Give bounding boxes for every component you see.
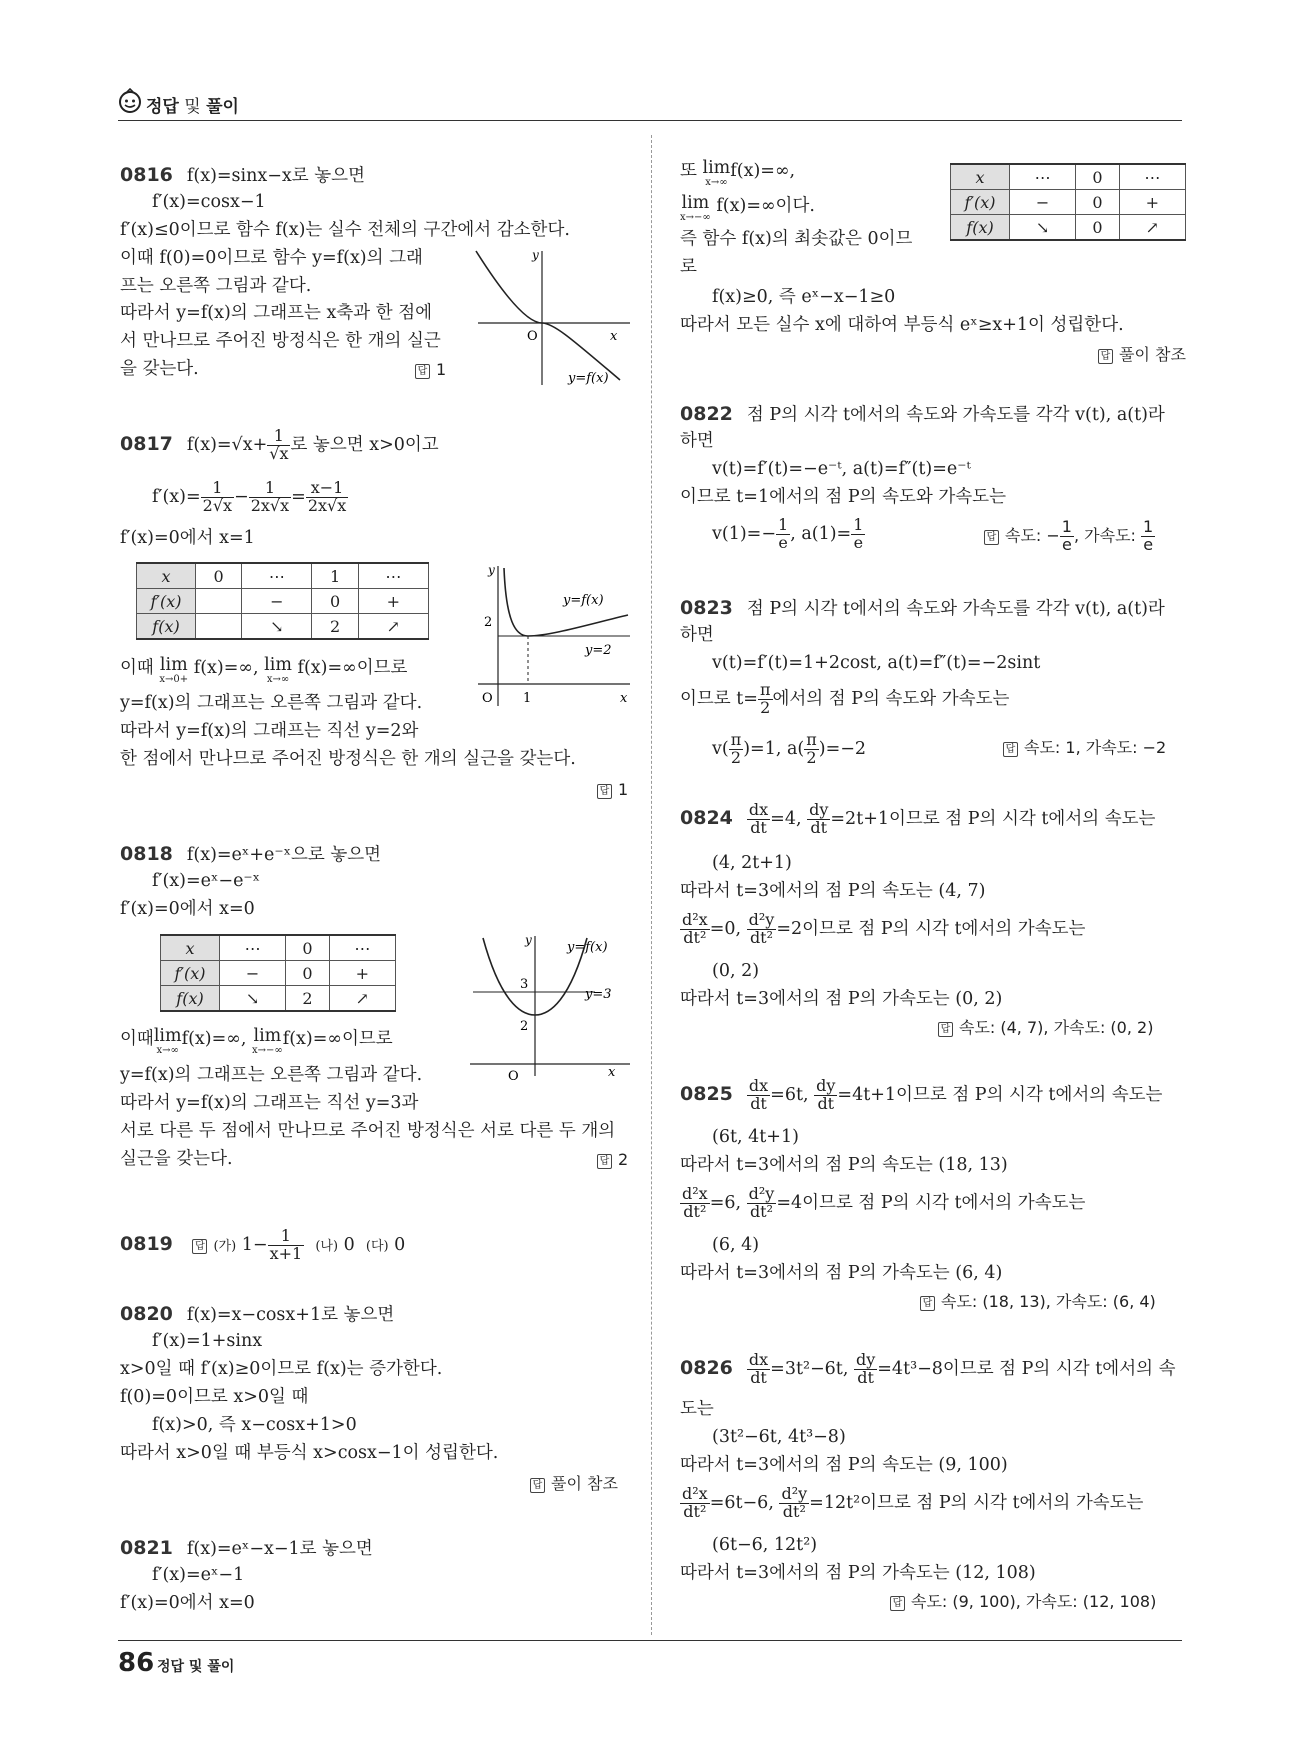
- answer: 답 풀이 참조: [1098, 345, 1186, 366]
- line: 로 놓으면 x>0이고: [290, 434, 439, 455]
- line: 따라서 y=f(x)의 그래프는 x축과 한 점에: [120, 303, 432, 323]
- line: (4, 2t+1): [712, 853, 792, 873]
- table-cell: −: [242, 589, 312, 614]
- table-cell: 0: [1076, 190, 1120, 215]
- line: 이므로 t=1에서의 점 P의 속도와 가속도는: [680, 487, 1006, 507]
- line: 따라서 모든 실수 x에 대하여 부등식 eˣ≥x+1이 성립한다.: [680, 315, 1124, 335]
- line: 따라서 t=3에서의 점 P의 가속도는 (0, 2): [680, 989, 1003, 1009]
- table-cell: ⋯: [1010, 164, 1076, 190]
- fraction: $\frac{1}{x+1}$: [269, 1226, 303, 1263]
- problem-number: 0822: [680, 403, 733, 425]
- fraction: $\frac{\text{d²y}}{\text{dt²}}$: [781, 1484, 808, 1521]
- origin-label: O: [508, 1069, 519, 1080]
- answer: 답 1: [597, 780, 628, 801]
- table-cell: f(x): [137, 614, 196, 640]
- line: f(x)=eˣ+e⁻ˣ으로 놓으면: [186, 845, 382, 865]
- table-cell: f(x): [951, 215, 1010, 241]
- table-cell: ⋯: [358, 563, 428, 589]
- table-cell: ↘: [220, 986, 286, 1012]
- line: 따라서 t=3에서의 점 P의 가속도는 (12, 108): [680, 1563, 1036, 1583]
- problem-number: 0824: [680, 806, 733, 829]
- line: (3t²−6t, 4t³−8): [712, 1427, 846, 1447]
- axis-label-x: x: [610, 329, 618, 344]
- line: 도는: [680, 1399, 714, 1419]
- line: 따라서 t=3에서의 점 P의 가속도는 (6, 4): [680, 1263, 1003, 1283]
- line: v(t)=f′(t)=1+2cost, a(t)=f″(t)=−2sint: [712, 653, 1041, 673]
- line: 따라서 t=3에서의 점 P의 속도는 (4, 7): [680, 881, 986, 901]
- table-cell: x: [161, 935, 220, 961]
- table-cell: +: [1119, 190, 1185, 215]
- problem-number: 0823: [680, 597, 733, 619]
- line: f′(x)=1+sinx: [152, 1331, 263, 1351]
- table-cell: [196, 614, 242, 640]
- table-cell: f′(x): [137, 589, 196, 614]
- table-cell: x: [951, 164, 1010, 190]
- line: y=f(x)의 그래프는 오른쪽 그림과 같다.: [120, 1065, 423, 1085]
- line: (6t−6, 12t²): [712, 1535, 818, 1555]
- fraction: $\frac{1}{2√x}$: [202, 478, 233, 515]
- problem-number: 0821: [120, 1537, 173, 1559]
- table-cell: [196, 589, 242, 614]
- line: 이때 f(0)=0이므로 함수 y=f(x)의 그래: [120, 248, 423, 268]
- axis-label-y: y: [532, 248, 539, 262]
- graph-0818: [465, 930, 640, 1080]
- table-cell: 0: [196, 563, 242, 589]
- table-cell: ↗: [329, 986, 395, 1012]
- table-cell: +: [358, 589, 428, 614]
- answer: 답: [192, 1235, 213, 1254]
- line: f′(x)=0에서 x=0: [120, 1593, 255, 1613]
- answer: 답 속도: − $\frac{1}{e}$ , 가속도: $\frac{1}{e}$: [984, 519, 1155, 554]
- line: f(x)=x−cosx+1로 놓으면: [186, 1305, 395, 1325]
- line: (6, 4): [712, 1235, 760, 1255]
- line: 을 갖는다.: [120, 359, 199, 379]
- line: 하면: [680, 625, 714, 645]
- answer: 답 속도: (9, 100), 가속도: (12, 108): [890, 1592, 1156, 1613]
- limit: lim x→∞: [153, 1026, 182, 1056]
- fraction: $\frac{1}{√x}$: [269, 426, 289, 463]
- curve-label: y=f(x): [567, 940, 608, 955]
- line: 따라서 y=f(x)의 그래프는 직선 y=3과: [120, 1093, 419, 1113]
- curve-label: y=f(x): [568, 371, 609, 386]
- table-cell: −: [220, 961, 286, 986]
- table-cell: ⋯: [329, 935, 395, 961]
- line: f(x)=eˣ−x−1로 놓으면: [186, 1539, 373, 1559]
- line: 하면: [680, 431, 714, 451]
- fraction: $\frac{\text{d²x}}{\text{dt²}}$: [682, 1484, 708, 1521]
- line: 프는 오른쪽 그림과 같다.: [120, 276, 312, 296]
- fraction: $\frac{\text{d²x}}{\text{dt²}}$: [682, 1184, 708, 1221]
- origin-label: O: [482, 691, 493, 706]
- page-footer-rule: [118, 1640, 1182, 1641]
- answer: 답 속도: (18, 13), 가속도: (6, 4): [920, 1292, 1156, 1313]
- fraction: $\frac{1}{e}$: [853, 515, 864, 552]
- tick-label-2: 2: [484, 615, 493, 630]
- line: f(0)=0이므로 x>0일 때: [120, 1387, 309, 1407]
- table-cell: f′(x): [161, 961, 220, 986]
- answer: 답 속도: (4, 7), 가속도: (0, 2): [938, 1018, 1153, 1039]
- line-label: y=3: [585, 987, 612, 1002]
- problem-number: 0819: [120, 1232, 173, 1255]
- table-cell: ↘: [242, 614, 312, 640]
- line: f′(x)=0에서 x=1: [120, 528, 255, 548]
- limit: lim x→−∞: [680, 193, 711, 223]
- line: f(x)≥0, 즉 eˣ−x−1≥0: [712, 287, 896, 307]
- table-cell: 0: [1076, 215, 1120, 241]
- line: v(t)=f′(t)=−e⁻ᵗ, a(t)=f″(t)=e⁻ᵗ: [712, 459, 971, 479]
- line: 따라서 y=f(x)의 그래프는 직선 y=2와: [120, 721, 419, 741]
- line: 점 P의 시각 t에서의 속도와 가속도를 각각 v(t), a(t)라: [746, 599, 1165, 619]
- page-header: [118, 88, 1182, 121]
- table-cell: x: [137, 563, 196, 589]
- fraction: $\frac{1}{e}$: [778, 515, 789, 552]
- line: f′(x)=eˣ−1: [152, 1565, 245, 1585]
- table-cell: ⋯: [220, 935, 286, 961]
- line: 로: [680, 257, 697, 277]
- line: 이때: [120, 1029, 154, 1049]
- line: 또: [680, 161, 697, 181]
- line: (0, 2): [712, 961, 760, 981]
- problem-number: 0818: [120, 843, 173, 865]
- table-cell: ↗: [1119, 215, 1185, 241]
- table-cell: f(x): [161, 986, 220, 1012]
- problem-number: 0820: [120, 1303, 173, 1325]
- problem-number: 0816: [120, 164, 173, 186]
- table-cell: 0: [286, 935, 330, 961]
- table-cell: ↗: [358, 614, 428, 640]
- line-label: y=2: [585, 643, 612, 658]
- line: 한 점에서 만나므로 주어진 방정식은 한 개의 실근을 갖는다.: [120, 749, 576, 769]
- fraction: $\frac{\pi}{2}$: [806, 730, 817, 767]
- tick-label-3: 3: [520, 977, 529, 992]
- table-cell: 2: [286, 986, 330, 1012]
- graph-0816: [470, 245, 635, 390]
- fraction: $\frac{dx}{dt}$: [748, 1076, 769, 1113]
- fraction: $\frac{\pi}{2}$: [759, 680, 771, 717]
- fraction: $\frac{dx}{dt}$: [748, 800, 769, 837]
- curve-label: y=f(x): [563, 593, 604, 608]
- line: 즉 함수 f(x)의 최솟값은 0이므: [680, 229, 913, 249]
- answer: 답 1: [415, 360, 446, 381]
- fraction: $\frac{x-1}{2x√x}$: [307, 478, 347, 515]
- footer-title: 정답 및 풀이: [157, 1659, 235, 1675]
- fraction: $\frac{dy}{dt}$: [855, 1350, 876, 1387]
- line: f′(x)≤0이므로 함수 f(x)는 실수 전체의 구간에서 감소한다.: [120, 220, 570, 240]
- graph-0817: [470, 560, 640, 710]
- limit: lim x→−∞: [252, 1026, 283, 1056]
- line: 이때: [120, 658, 154, 678]
- problem-number: 0825: [680, 1082, 733, 1105]
- table-cell: ↘: [1010, 215, 1076, 241]
- problem-number: 0826: [680, 1356, 733, 1379]
- line: 실근을 갖는다.: [120, 1149, 233, 1169]
- table-cell: 2: [312, 614, 358, 640]
- line: 서 만나므로 주어진 방정식은 한 개의 실근: [120, 331, 441, 351]
- smiley-logo-icon: [118, 88, 142, 114]
- column-divider: [651, 135, 652, 1635]
- fraction: $\frac{\text{d²x}}{\text{dt²}}$: [682, 910, 708, 947]
- limit: lim x→∞: [264, 655, 292, 685]
- variation-table-0817: [136, 562, 429, 640]
- variation-table-0818: [160, 934, 396, 1012]
- table-cell: f′(x): [951, 190, 1010, 215]
- fraction: $\frac{\text{d²y}}{\text{dt²}}$: [748, 1184, 775, 1221]
- line: f′(x)=cosx−1: [152, 192, 266, 212]
- line: f′(x)=0에서 x=0: [120, 899, 255, 919]
- line: f(x)=√x+: [186, 434, 268, 455]
- axis-label-y: y: [488, 563, 495, 577]
- line: f′(x)=eˣ−e⁻ˣ: [152, 871, 261, 891]
- fraction: $\frac{1}{2x√x}$: [250, 478, 290, 515]
- line: x>0일 때 f′(x)≥0이므로 f(x)는 증가한다.: [120, 1359, 443, 1379]
- fraction: $\frac{dy}{dt}$: [816, 1076, 836, 1113]
- line: f′(x)=: [152, 486, 201, 507]
- page-number: 86: [118, 1648, 155, 1678]
- line: (6t, 4t+1): [712, 1127, 799, 1147]
- line: f(x)=∞이다.: [716, 196, 815, 216]
- answer: 답 속도: 1, 가속도: −2: [1003, 738, 1166, 759]
- table-cell: ⋯: [1119, 164, 1185, 190]
- line: 따라서 x>0일 때 부등식 x>cosx−1이 성립한다.: [120, 1443, 499, 1463]
- axis-label-x: x: [608, 1065, 616, 1080]
- tick-label-1: 1: [523, 691, 532, 706]
- fraction: $\frac{dy}{dt}$: [809, 800, 829, 837]
- problem-number: 0817: [120, 432, 173, 455]
- table-cell: 0: [286, 961, 330, 986]
- fraction: $\frac{\pi}{2}$: [730, 730, 742, 767]
- line: y=f(x)의 그래프는 오른쪽 그림과 같다.: [120, 693, 423, 713]
- table-cell: −: [1010, 190, 1076, 215]
- table-cell: +: [329, 961, 395, 986]
- table-cell: ⋯: [242, 563, 312, 589]
- origin-label: O: [527, 329, 538, 344]
- line: 따라서 t=3에서의 점 P의 속도는 (9, 100): [680, 1455, 1008, 1475]
- limit: lim x→0+: [159, 655, 189, 685]
- answer: 답 풀이 참조: [530, 1474, 618, 1495]
- line: f(x)>0, 즉 x−cosx+1>0: [152, 1415, 357, 1435]
- table-cell: 0: [312, 589, 358, 614]
- fraction: $\frac{\text{d²y}}{\text{dt²}}$: [748, 910, 775, 947]
- line: f(x)=sinx−x로 놓으면: [186, 166, 365, 186]
- header-title: 정답 및 풀이: [146, 97, 239, 117]
- table-cell: 0: [1076, 164, 1120, 190]
- limit: lim x→∞: [702, 158, 731, 188]
- axis-label-y: y: [525, 933, 532, 947]
- axis-label-x: x: [620, 691, 628, 706]
- table-cell: 1: [312, 563, 358, 589]
- problem-0819: 0819 답 (가) 1− $\frac{1}{x+1}$ (나) 0 (다) 0: [120, 1226, 406, 1263]
- line: 점 P의 시각 t에서의 속도와 가속도를 각각 v(t), a(t)라: [746, 405, 1165, 425]
- fraction: $\frac{dx}{dt}$: [748, 1350, 769, 1387]
- line: 따라서 t=3에서의 점 P의 속도는 (18, 13): [680, 1155, 1008, 1175]
- answer: 답 2: [597, 1150, 628, 1171]
- tick-label-2: 2: [520, 1019, 529, 1034]
- variation-table-0821: [950, 163, 1186, 241]
- line: 서로 다른 두 점에서 만나므로 주어진 방정식은 서로 다른 두 개의: [120, 1121, 616, 1141]
